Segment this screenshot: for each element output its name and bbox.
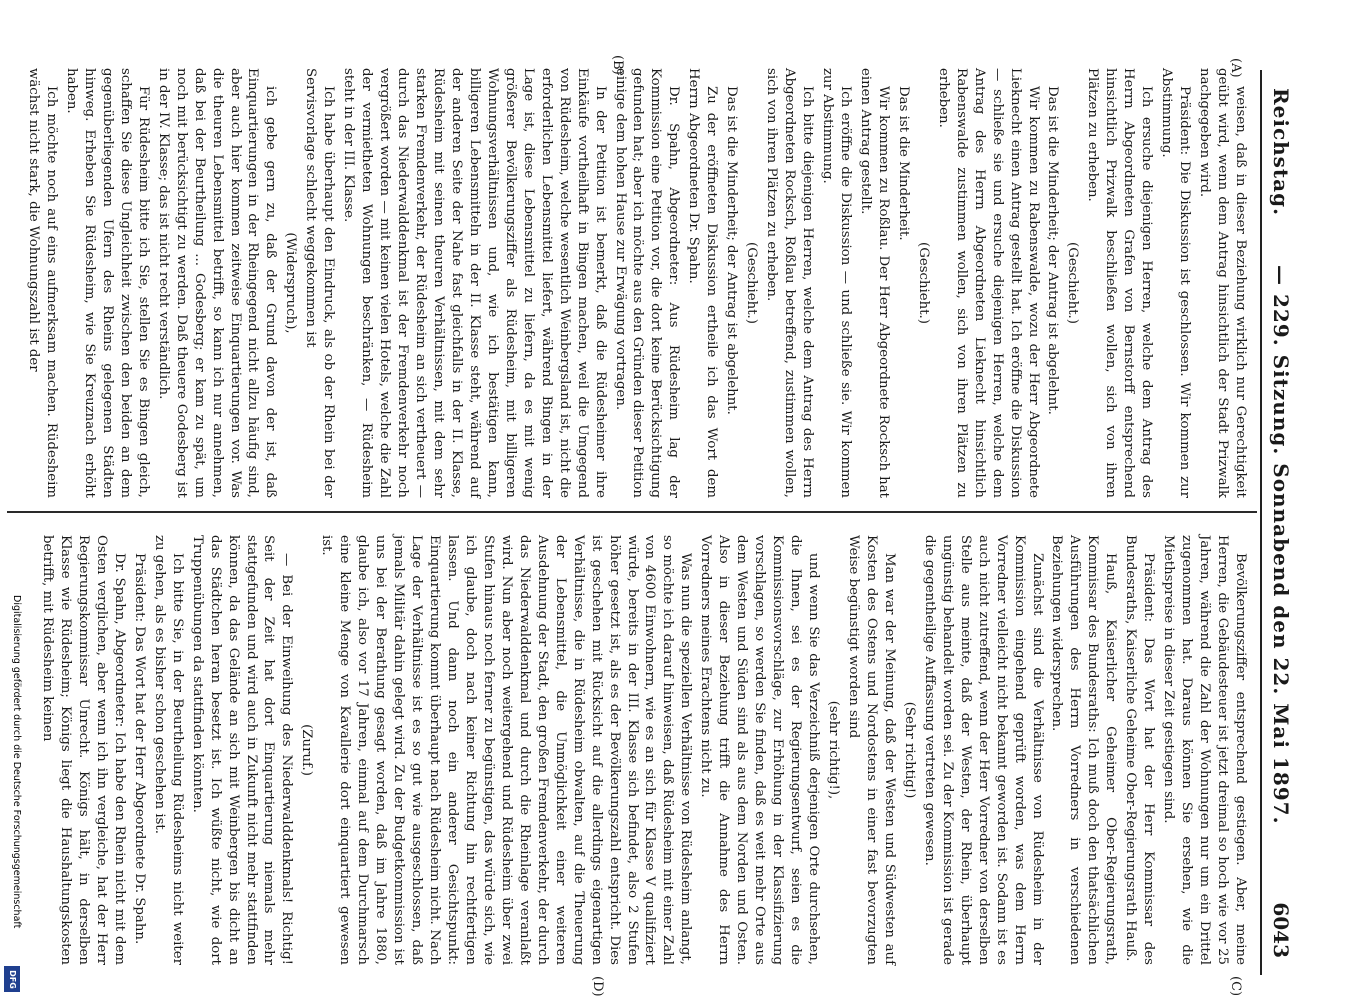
right-column (36, 535, 1249, 965)
column-divider (7, 511, 1257, 513)
paragraph: Für Rüdesheim bitte ich Sie, stellen Sie es Bingen gleich, schaffen Sie diese Ungleichheit zwischen den beiden an dem gegenüberliegenden Ufern des Rheins gelegenen Städten hinweg. Erheben Sie Rüdesheim, wie Sie Kreuznach erhöht haben. (63, 68, 151, 498)
header-page-number: 6043 (1269, 902, 1293, 958)
paragraph: Zunächst sind die Verhältnisse von Rüdesheim in der Kommission eingehend geprüft worden, was dem Herrn Vorredner vielleicht nicht bekannt geworden ist. Sodann ist es auch nicht zutreffend, wenn der Herr Vorredner von derselben Stelle aus meinte, daß der Westen, der Rhein, überhaupt ungünstig behandelt worden sei. Zu der Kommission ist gerade die gegentheilige Auffassung vertreten gewesen. (921, 535, 1045, 965)
paragraph: In der Petition ist bemerkt, daß die Rüdesheimer ihre Einkäufe vortheilhaft in Bingen machen, weil die Umgegend von Rüdesheim, welche wesentlich Weinbergsland ist, nicht die erforderlichen Lebensmittel liefert, während Bingen in der Lage ist, diese Lebensmittel zu liefern, da es mit wenig größerer Bevölkerungsziffer als Rüdesheim, mit billigeren Wohnungsverhältnissen und, wie ich bestätigen kann, billigeren Lebensmitteln in der II. Klasse steht, während auf der anderen Seite der Nahe fast gleichfalls in der II. Klasse, Rüdesheim mit seinen theuren Verhältnissen, mit dem sehr starken Fremdenverkehr, der Rüdesheim an sich vertheuert — durch das Niederwalddenkmal ist der Fremdenverkehr noch vergrößert worden — mit keinen vielen Hotels, welche die Zahl der vermietheten Wohnungen beschränken, — Rüdesheim steht in der III. Klasse. (341, 68, 608, 498)
paragraph: Bevölkerungsziffer entsprechend gestiegen. Aber, meine Herren, die Gebäudesteuer ist jetzt dreimal so hoch wie vor 25 Jahren, während die Zahl der Wohnungen nur um ein Drittel zugenommen hat. Daraus können Sie ersehen, wie die Miethspreise in dieser Zeit gestiegen sind. (1161, 535, 1248, 965)
paragraph: Wir kommen zu Rabenswalde, wozu der Herr Abgeordnete Lieknecht einen Antrag gestellt hat. Ich eröffne die Diskussion — schließe sie und ersuche diejenigen Herren, welche dem Antrag des Herrn Abgeordneten Lieknecht hinsichtlich Rabenswalde zustimmen wollen, sich von ihren Plätzen zu erheben. (935, 68, 1041, 498)
paragraph: Das ist die Minderheit; der Antrag ist abgelehnt. (1045, 86, 1061, 415)
paragraph: Ich möchte noch auf eins aufmerksam machen. Rüdesheim wächst nicht stark, die Wohnungszahl ist der (26, 68, 59, 498)
paragraph: Präsident: Das Wort hat der Herr Abgeordnete Dr. Spahn. (131, 553, 147, 945)
paragraph: Wir kommen zu Roßlau. Der Herr Abgeordnete Rocksch hat einen Antrag gestellt. (857, 68, 891, 498)
paragraph: Präsident: Das Wort hat der Herr Kommissar des Bundesraths, Kaiserliche Geheime Ober-Regierungsrath Hauß. (1123, 535, 1157, 965)
paragraph: Präsident: Die Diskussion ist geschlossen. Wir kommen zur Abstimmung. (1159, 68, 1193, 498)
digitization-footer (0, 0, 24, 1000)
paragraph: Dr. Spahn, Abgeordneter: Aus Rüdesheim lag der Kommission eine Petition vor, die dort keine Berücksichtigung gefunden hat; aber ich möchte aus den Gründen dieser Petition einige dem hohen Hause zur Erwägung vortragen. (612, 68, 682, 498)
paragraph: Ich ersuche diejenigen Herren, welche dem Antrag des Herrn Abgeordneten Grafen von Bernstorff entsprechend hinsichtlich Prizwalk beschließen wollen, sich von ihren Plätzen zu erheben. (1085, 68, 1155, 498)
paragraph: (Widerspruch), (283, 232, 299, 334)
paragraph: Man war der Meinung, daß der Westen und Südwesten auf Kosten des Ostens und Nordostens in einer fast bevorzugten Weise begünstigt worden sind (845, 535, 897, 965)
paragraph: Zu der eröffneten Diskussion ertheile ich das Wort dem Herrn Abgeordneten Dr. Spahn. (686, 68, 720, 498)
paragraph: (Sehr richtig!) (901, 701, 917, 799)
margin-marker-a: (A) (1228, 58, 1243, 78)
page-header (1257, 0, 1305, 1000)
left-column (22, 68, 1249, 498)
paragraph: Das ist die Minderheit; der Antrag ist abgelehnt. (724, 86, 740, 415)
paragraph: und wenn Sie das Verzeichniß derjenigen Orte durchsehen, die Ihnen, sei es der Regierungsentwurf, seien es die Kommissionsvorschläge, zur Erhöhung in der Klassifizierung vorschlagen, so werden Sie finden, daß es weit mehr Orte aus dem Westen und Süden sind als aus dem Norden und Osten. Also in dieser Beziehung trifft die Annahme des Herrn Vorredners meines Erachtens nicht zu. (698, 535, 822, 965)
paragraph: Hauß, Kaiserlicher Geheimer Ober-Regierungsrath, Kommissar des Bundesraths: Ich muß doch den thatsächlichen Ausführungen des Herrn Vorredners in verschiedenen Beziehungen widersprechen. (1049, 535, 1119, 965)
paragraph: Ich eröffne die Diskussion — und schließe sie. Wir kommen zur Abstimmung. (820, 68, 853, 498)
dfg-logo-text: DFG (7, 969, 17, 989)
paragraph: Dr. Spahn, Abgeordneter: Ich habe den Rhein nicht mit dem Osten verglichen, aber wenn ich ihn vergleiche, hat der Herr Regierungskommissar Unrecht. Königs hält, in derselben Klasse wie Rüdesheim; Königs liegt die Haushaltungskosten betrifft, mit Rüdesheim keinen (40, 535, 127, 965)
paragraph: (Geschieht.) (1065, 242, 1081, 324)
header-reichstag: Reichstag. (1269, 88, 1293, 217)
paragraph: Was nun die speziellen Verhältnisse von Rüdesheim anlangt, so möchte ich darauf hinweisen, daß Rüdesheim mit einer Zahl von 4600 Einwohnern, wie es an sich für Klasse V qualifiziert würde, bereits in der III. Klasse sich befindet, also 2 Stufen höher gesetzt ist, als es der Bevölkerungszahl entspricht. Dies ist geschehen mit Rücksicht auf die allerdings eigenartigen Verhältnisse, die in Rüdesheim obwalten, auf die Theuerung der Lebensmittel, die Unmöglichkeit einer weiteren Ausdehnung der Stadt, den großen Fremdenverkehr, der durch das Niederwalddenkmal und durch die Rheinlage veranlaßt wird. Nun aber noch weitergehend und Rüdesheim über zwei Stufen hinaus noch ferner zu begünstigen, das würde sich, wie ich glaube, doch nach keiner Richtung hin rechtfertigen lassen. Und dann noch ein anderer Gesichtspunkt: Einquartierung kommt überhaupt nach Rüdesheim nicht. Nach Lage der Verhältnisse ist es so gut wie ausgeschlossen, daß jemals Militär dahin gelegt wird. Zu der Budgetkommission ist uns bei der Berathung gesagt worden, daß im Jahre 1880, glaube ich, also vor 17 Jahren, einmal auf dem Durchmarsch eine kleine Menge von Kavallerie dort einquartiert gewesen ist. (319, 535, 694, 965)
paragraph: weisen, daß in dieser Beziehung wirklich nur Gerechtigkeit geübt wird, wenn dem Antrag hinsichtlich der Stadt Prizwalk nachgegeben wird. (1197, 68, 1248, 498)
paragraph: (Geschieht.) (744, 242, 760, 324)
dfg-logo (4, 966, 20, 992)
margin-marker-d: (D) (590, 976, 605, 997)
header-session-date: — 229. Sitzung. Sonnabend den 22. Mai 1897. (1269, 265, 1293, 825)
paragraph: (Geschieht.) (915, 242, 931, 324)
paragraph: Ich habe überhaupt den Eindruck, als ob der Rhein bei der Servisvorlage schlecht weggekommen ist (303, 68, 337, 498)
paragraph: ich gebe gern zu, daß der Grund davon der ist, daß Einquartierungen in der Rheingegend nicht allzu häufig sind, aber auch hier kommen zeitweise Einquartierungen vor. Was die theuren Lebensmittel betrifft, so kann ich nur annehmen, daß bei der Beurtheilung ... Godesberg; er kam zu spät, um noch mit berücksichtigt zu werden. Daß theuere Godesberg ist in der IV. Klasse; das ist nicht recht verständlich. (155, 68, 279, 498)
paragraph: — Bei der Einweihung des Niederwalddenkmals! Richtig! Seit der Zeit hat dort Einquartierung niemals mehr stattgefunden und wird auch in Zukunft nicht mehr stattfinden können, da das Gelände an sich mit Weinbergen bis dicht an das Städtchen heran besetzt ist. Ich wüßte nicht, wie dort Truppenübungen da stattfinden könnten. (189, 535, 295, 965)
paragraph: Ich bitte Sie, in der Beurtheilung Rüdesheims nicht weiter zu gehen, als es bisher schon geschehen ist. (151, 535, 185, 965)
paragraph: Ich bitte diejenigen Herren, welche dem Antrag des Herrn Abgeordneten Rocksch, Roßlau betreffend, zustimmen wollen, sich von ihren Plätzen zu erheben. (764, 68, 816, 498)
footer-credit-text: Digitalisierung gefördert durch die Deutsche Forschungsgemeinschaft (11, 595, 22, 929)
header-rule (1260, 70, 1262, 975)
paragraph: Das ist die Minderheit. (895, 86, 911, 241)
margin-marker-b: (B) (610, 55, 625, 75)
margin-marker-c: (C) (1228, 976, 1243, 997)
paragraph: (sehr richtig!), (826, 700, 842, 800)
paragraph: (Zuruf.) (299, 724, 315, 776)
